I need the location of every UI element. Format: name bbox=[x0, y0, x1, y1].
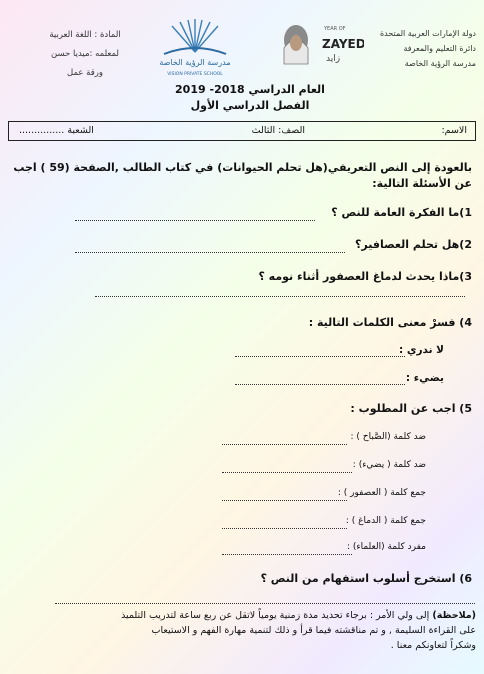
term-title: الفصل الدراسي الأول bbox=[190, 99, 310, 112]
zayed-arabic: زايد bbox=[326, 54, 341, 64]
question-2: 2)هل تحلم العصافير؟ bbox=[355, 238, 472, 251]
q5-item: ضد كلمة (الصَّباح ) : bbox=[350, 432, 426, 442]
answer-line[interactable] bbox=[222, 528, 347, 529]
subject-header bbox=[30, 26, 140, 83]
year-of-zayed-logo bbox=[278, 18, 364, 66]
school-logo bbox=[150, 18, 240, 78]
q5-item: جمع كلمة ( الدماغ ) : bbox=[345, 516, 426, 526]
answer-line[interactable] bbox=[222, 444, 347, 445]
answer-line[interactable] bbox=[222, 500, 347, 501]
word-item: يضيء : bbox=[405, 372, 444, 384]
header-line: دائرة التعليم والمعرفة bbox=[403, 44, 476, 53]
class-label: الصف: الثالث bbox=[251, 125, 305, 136]
answer-line[interactable] bbox=[222, 472, 352, 473]
question-4: 4) فسرْ معنى الكلمات التالية : bbox=[308, 316, 472, 329]
answer-line[interactable] bbox=[235, 356, 405, 357]
question-1: 1)ما الفكرة العامة للنص ؟ bbox=[331, 206, 472, 219]
note-line: إلى ولي الأمر : برجاء تحديد مدة زمنية يومياً لاتقل عن ربع ساعة لتدريب التلميذ bbox=[121, 610, 430, 621]
question-3: 3)ماذا يحدث لدماغ العصفور أثناء نومه ؟ bbox=[258, 270, 472, 283]
answer-line[interactable] bbox=[55, 603, 475, 604]
teacher-line: لمعلمه :ميديا حسن bbox=[51, 49, 119, 59]
instructions: بالعودة إلى النص التعريفي(هل تحلم الحيوانات) في كتاب الطالب ,الصفحة (59 ) اجب عن الأسئلة التالية: bbox=[13, 161, 472, 190]
school-logo-subtext: VISION PRIVATE SCHOOL bbox=[167, 72, 223, 77]
worksheet-label: ورقة عمل bbox=[67, 68, 103, 78]
answer-line[interactable] bbox=[95, 296, 465, 297]
q5-item: جمع كلمة ( العصفور ) : bbox=[337, 488, 426, 498]
q5-item: مفرد كلمة (العلماء) : bbox=[346, 542, 426, 552]
year-of-text: YEAR OF bbox=[324, 26, 346, 32]
header-line: دولة الإمارات العربية المتحدة bbox=[379, 29, 476, 38]
academic-year: العام الدراسي 2018- 2019 bbox=[175, 83, 325, 96]
section-label: الشعبة ............... bbox=[19, 125, 94, 136]
name-label: الاسم: bbox=[441, 125, 467, 136]
question-6: 6) استخرج أسلوب استفهام من النص ؟ bbox=[260, 572, 472, 585]
answer-line[interactable] bbox=[75, 220, 315, 221]
answer-line[interactable] bbox=[75, 252, 345, 253]
note-label: (ملاحظة) bbox=[432, 610, 476, 621]
q5-item: ضد كلمة ( يضيء) : bbox=[352, 460, 426, 470]
note-line: على القراءة السليمة , و تم مناقشته فيما قرأ و ذلك لتنمية مهارة الفهم و الاستيعاب bbox=[151, 625, 476, 636]
question-5: 5) اجب عن المطلوب : bbox=[350, 402, 472, 415]
header-line: مدرسة الرؤية الخاصة bbox=[404, 59, 476, 68]
subject-line: المادة : اللغة العربية bbox=[49, 30, 121, 40]
zayed-latin: ZAYED bbox=[322, 37, 364, 51]
answer-line[interactable] bbox=[235, 384, 405, 385]
answer-line[interactable] bbox=[222, 554, 352, 555]
school-logo-name: مدرسة الرؤية الخاصة bbox=[159, 58, 231, 67]
word-item: لا ندري : bbox=[398, 344, 444, 356]
student-info-box bbox=[8, 121, 476, 141]
ministry-header bbox=[366, 26, 476, 71]
note-line: وشكراً لتعاونكم معنا . bbox=[390, 640, 476, 651]
parent-note bbox=[6, 608, 476, 653]
